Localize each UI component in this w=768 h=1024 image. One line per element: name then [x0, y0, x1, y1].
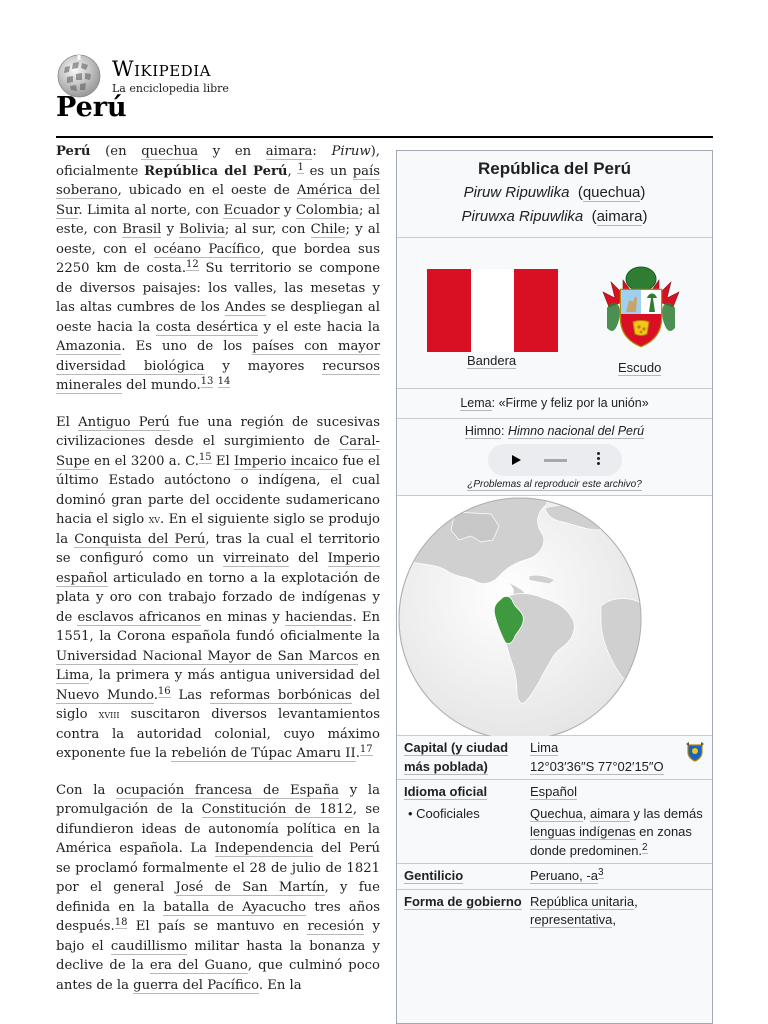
- text: ; al sur, con: [224, 222, 311, 237]
- link-rebelion-tupac-amaru[interactable]: rebelión de Túpac Amaru II: [171, 746, 356, 761]
- ref-16[interactable]: 16: [157, 685, 171, 697]
- link-aimara[interactable]: aimara: [265, 144, 313, 159]
- link-costa-desertica[interactable]: costa desértica: [155, 319, 259, 335]
- link-nuevo-mundo[interactable]: Nuevo Mundo: [56, 687, 154, 703]
- link-virreinato[interactable]: virreinato: [223, 551, 290, 566]
- link-coordinates[interactable]: 12°03′36″S 77°02′15″O: [530, 758, 664, 774]
- paragraph-history: [56, 413, 380, 764]
- text: fue una región de sucesivas civilizaciones desde el surgimiento de: [56, 414, 381, 449]
- infobox-alt-name-2: Piruwxa Ripuwlika (aimara): [461, 208, 648, 225]
- link-quechua[interactable]: quechua: [141, 144, 199, 159]
- link-reformas-borbonicas[interactable]: reformas borbónicas: [209, 687, 352, 703]
- text: ), oficialmente: [56, 144, 380, 179]
- text: ,: [612, 912, 617, 927]
- text: y: [161, 222, 180, 237]
- link-unmsm[interactable]: Universidad Nacional Mayor de San Marcos: [56, 648, 359, 664]
- italic-piruw: Piruw: [331, 144, 371, 159]
- link-recesion[interactable]: recesión: [307, 919, 365, 934]
- ref-13[interactable]: 13: [200, 376, 214, 387]
- link-lang-quechua[interactable]: quechua: [582, 184, 641, 201]
- text: El país se mantuvo en: [127, 919, 308, 934]
- text: militar hasta la bonanza y declive de la: [56, 938, 380, 973]
- text: . En 1551, la Corona española fundó oficialmente la: [56, 609, 380, 644]
- link-antiguo-peru[interactable]: Antiguo Perú: [78, 414, 170, 430]
- flag-stripe-middle: [471, 269, 515, 352]
- cooficiales-label: • Cooficiales: [408, 805, 480, 821]
- motto-value: «Firme y feliz por la unión»: [498, 396, 649, 410]
- ref-18[interactable]: 18: [114, 917, 128, 928]
- text: .: [153, 687, 158, 703]
- coat-caption-text[interactable]: Escudo: [618, 360, 662, 375]
- link-lema[interactable]: Lema: [460, 396, 492, 410]
- lima-coat-of-arms-icon[interactable]: [685, 742, 705, 762]
- bold-official-name: República del Perú: [144, 163, 288, 179]
- text: Las: [170, 687, 210, 703]
- text: ; y al oeste, con el: [56, 222, 381, 257]
- text: del Perú se proclamó formalmente el 28 de julio de 1821 por el general: [56, 841, 380, 895]
- text: suscitaron diversos levantamientos contra la autoridad colonial, cuyo máximo exponente fue la: [56, 707, 380, 761]
- capital-label: [404, 739, 530, 776]
- audio-player[interactable]: [488, 444, 622, 476]
- century-xviii: xviii: [98, 708, 120, 721]
- coat-of-arms-icon[interactable]: [593, 262, 689, 358]
- flag-stripe-left: [427, 269, 471, 352]
- coat-caption[interactable]: [618, 360, 661, 375]
- text: . Limita al norte, con: [78, 202, 224, 218]
- alt-name-quechua: Piruw Ripuwlika: [463, 184, 570, 201]
- infobox-title: República del Perú: [477, 159, 632, 178]
- link-independencia[interactable]: Independencia: [214, 841, 314, 856]
- audio-problems-link[interactable]: [397, 479, 712, 490]
- link-recursos-minerales[interactable]: recursos minerales: [56, 358, 380, 393]
- text: El: [56, 414, 79, 430]
- link-america-del-sur[interactable]: América del Sur: [56, 183, 381, 218]
- row-cooficiales: [397, 802, 712, 865]
- text: del mundo.: [121, 378, 201, 393]
- link-espanol[interactable]: Español: [530, 784, 577, 799]
- flag-stripe-right: [514, 269, 558, 352]
- text: , la primera y más antigua universidad del: [89, 668, 380, 683]
- text: (en: [90, 144, 142, 159]
- infobox: [396, 150, 713, 1024]
- text: en minas y: [200, 609, 286, 625]
- row-capital: [397, 736, 712, 780]
- century-xv: xv: [148, 513, 161, 526]
- row-gobierno: [397, 890, 712, 933]
- text: y la promulgación de la: [56, 782, 380, 817]
- link-esclavos-africanos[interactable]: esclavos africanos: [77, 609, 201, 625]
- text: . Es uno de los: [121, 339, 253, 354]
- ref-2[interactable]: 2: [642, 841, 648, 853]
- link-conquista-del-peru[interactable]: Conquista del Perú: [74, 531, 206, 547]
- ref-1[interactable]: 1: [297, 161, 304, 173]
- text: se despliegan al oeste hacia la: [56, 300, 380, 335]
- text: ,: [634, 893, 638, 909]
- row-idioma: [397, 780, 712, 802]
- link-lenguas-indigenas[interactable]: lenguas indígenas: [530, 824, 636, 839]
- text: articulado en torno a la explotación de plata y oro con trabajo forzado de indígenas y de: [56, 570, 380, 625]
- link-andes[interactable]: Andes: [224, 300, 266, 315]
- text: y en: [198, 144, 266, 159]
- link-paises-megadiversos[interactable]: países con mayor diversidad biológica: [56, 339, 381, 374]
- audio-progress-bar[interactable]: [544, 459, 567, 462]
- text: fue el último Estado autóctono o indígena, el cual dominó gran parte del occidente sudamericano hacia el siglo: [56, 453, 380, 527]
- infobox-alt-name-1: Piruw Ripuwlika (quechua): [463, 184, 646, 201]
- capital-label-text[interactable]: Capital (y ciudad más poblada): [404, 740, 509, 774]
- row-gentilicio: [397, 864, 712, 890]
- idioma-label-text[interactable]: Idioma oficial: [404, 784, 488, 799]
- text: en el 3200 a. C.: [89, 453, 199, 469]
- ref-15[interactable]: 15: [198, 451, 212, 463]
- text: . En el siguiente siglo se produjo la: [56, 512, 380, 547]
- text: y el este hacia la: [258, 319, 380, 335]
- text: .: [355, 746, 360, 761]
- link-quechua-language[interactable]: Quechua: [530, 805, 583, 821]
- gentilicio-label: [404, 867, 530, 886]
- idioma-label: [404, 783, 530, 802]
- link-aimara-language[interactable]: aimara: [590, 805, 630, 821]
- play-icon[interactable]: [512, 455, 521, 465]
- text: tres años después.: [56, 899, 380, 934]
- link-caudillismo[interactable]: caudillismo: [110, 938, 188, 954]
- text: y mayores: [204, 358, 323, 374]
- capital-value: [530, 739, 705, 776]
- text: , que bordea sus 2250 km de costa.: [56, 241, 380, 276]
- link-ocupacion-francesa[interactable]: ocupación francesa de España: [116, 782, 340, 798]
- text: , ubicado en el oeste de: [117, 183, 297, 198]
- infobox-header: [397, 151, 712, 238]
- ref-12[interactable]: 12: [186, 259, 199, 270]
- gentilicio-label-text[interactable]: Gentilicio: [404, 868, 464, 883]
- link-ecuador[interactable]: Ecuador: [223, 202, 280, 218]
- link-batalla-ayacucho[interactable]: batalla de Ayacucho: [163, 899, 307, 915]
- link-colombia[interactable]: Colombia: [295, 202, 360, 218]
- page-title: Perú: [56, 92, 127, 123]
- site-wordmark: Wikipedia: [112, 56, 211, 81]
- text: del: [289, 551, 328, 566]
- text: :: [312, 144, 332, 159]
- flag-caption-text[interactable]: Bandera: [467, 353, 517, 368]
- ref-3[interactable]: 3: [597, 867, 604, 878]
- ref-17[interactable]: 17: [359, 744, 373, 755]
- motto-row: Lema: «Firme y feliz por la unión»: [397, 389, 712, 419]
- link-himno[interactable]: Himno: [464, 424, 501, 438]
- text: ; al este, con: [56, 202, 380, 237]
- anthem-row: [397, 419, 712, 496]
- link-lang-aimara[interactable]: aimara: [596, 208, 643, 225]
- link-amazonia[interactable]: Amazonia: [56, 339, 122, 354]
- link-era-del-guano[interactable]: era del Guano: [149, 958, 248, 973]
- text: en: [358, 648, 380, 664]
- link-pais-soberano[interactable]: país soberano: [56, 163, 381, 198]
- link-himno-nacional[interactable]: Himno nacional del Perú: [507, 424, 645, 438]
- gobierno-label: [404, 893, 530, 930]
- text: , tras la cual el territorio se configuró como un: [56, 531, 380, 566]
- text: Su territorio se compone de diversos paisajes: los valles, las mesetas y las altas cumbres de los: [56, 261, 380, 315]
- text: , y fue definida en la: [56, 880, 380, 915]
- text: . En la: [258, 977, 302, 993]
- text: en zonas donde predominen.: [530, 824, 692, 858]
- link-imperio-incaico[interactable]: Imperio incaico: [234, 453, 339, 469]
- article-body: [56, 142, 380, 1012]
- flag-caption[interactable]: [467, 353, 516, 368]
- link-haciendas[interactable]: haciendas: [285, 609, 353, 625]
- site-tagline: La enciclopedia libre: [112, 81, 229, 95]
- link-oceano-pacifico[interactable]: océano Pacífico: [153, 241, 261, 257]
- text: y las demás: [629, 805, 703, 821]
- text: y: [279, 202, 296, 218]
- link-representativa[interactable]: representativa: [530, 912, 613, 927]
- text: , se difundieron ideas de autonomía política en la América española. La: [56, 802, 380, 856]
- text: El: [211, 453, 235, 469]
- paragraph-independence: [56, 781, 380, 996]
- link-lima[interactable]: Lima: [56, 668, 90, 683]
- text: ,: [287, 163, 298, 179]
- link-constitucion-1812[interactable]: Constitución de 1812: [201, 802, 353, 817]
- cooficiales-value: [530, 805, 705, 861]
- link-peruano[interactable]: Peruano, -a: [530, 868, 598, 883]
- text: del siglo: [56, 687, 380, 722]
- link-brasil[interactable]: Brasil: [122, 222, 162, 237]
- link-caral-supe[interactable]: Caral-Supe: [56, 434, 380, 469]
- flag-and-coat: [397, 238, 712, 389]
- alt-name-aimara: Piruwxa Ripuwlika: [461, 208, 584, 225]
- text: y bajo el: [56, 919, 380, 954]
- title-rule: [56, 136, 713, 138]
- text: ,: [582, 805, 590, 821]
- link-chile[interactable]: Chile: [310, 222, 346, 237]
- orthographic-globe-map: [397, 496, 713, 736]
- link-san-martin[interactable]: José de San Martín: [175, 880, 325, 895]
- peru-flag[interactable]: [427, 269, 558, 352]
- wordmark[interactable]: [112, 56, 229, 95]
- gobierno-value: [530, 893, 705, 930]
- link-guerra-del-pacifico[interactable]: guerra del Pacífico: [133, 977, 259, 993]
- audio-problems-text[interactable]: ¿Problemas al reproducir este archivo?: [467, 479, 642, 490]
- text: es un: [303, 163, 353, 179]
- more-options-icon[interactable]: [597, 452, 601, 467]
- text: , que culminó poco antes de la: [56, 958, 380, 993]
- link-bolivia[interactable]: Bolivia: [179, 222, 225, 237]
- text: Con la: [56, 782, 117, 798]
- ref-14[interactable]: 14: [217, 376, 231, 387]
- bold-term: Perú: [56, 144, 91, 159]
- link-republica-unitaria[interactable]: República unitaria: [530, 893, 635, 909]
- gobierno-label-text[interactable]: Forma de gobierno: [404, 893, 522, 909]
- anthem-label: Himno: Himno nacional del Perú: [464, 424, 645, 438]
- location-map[interactable]: [397, 496, 712, 736]
- link-imperio-espanol[interactable]: Imperio español: [56, 551, 380, 586]
- link-capital-lima[interactable]: Lima: [530, 740, 559, 755]
- paragraph-intro: [56, 142, 380, 396]
